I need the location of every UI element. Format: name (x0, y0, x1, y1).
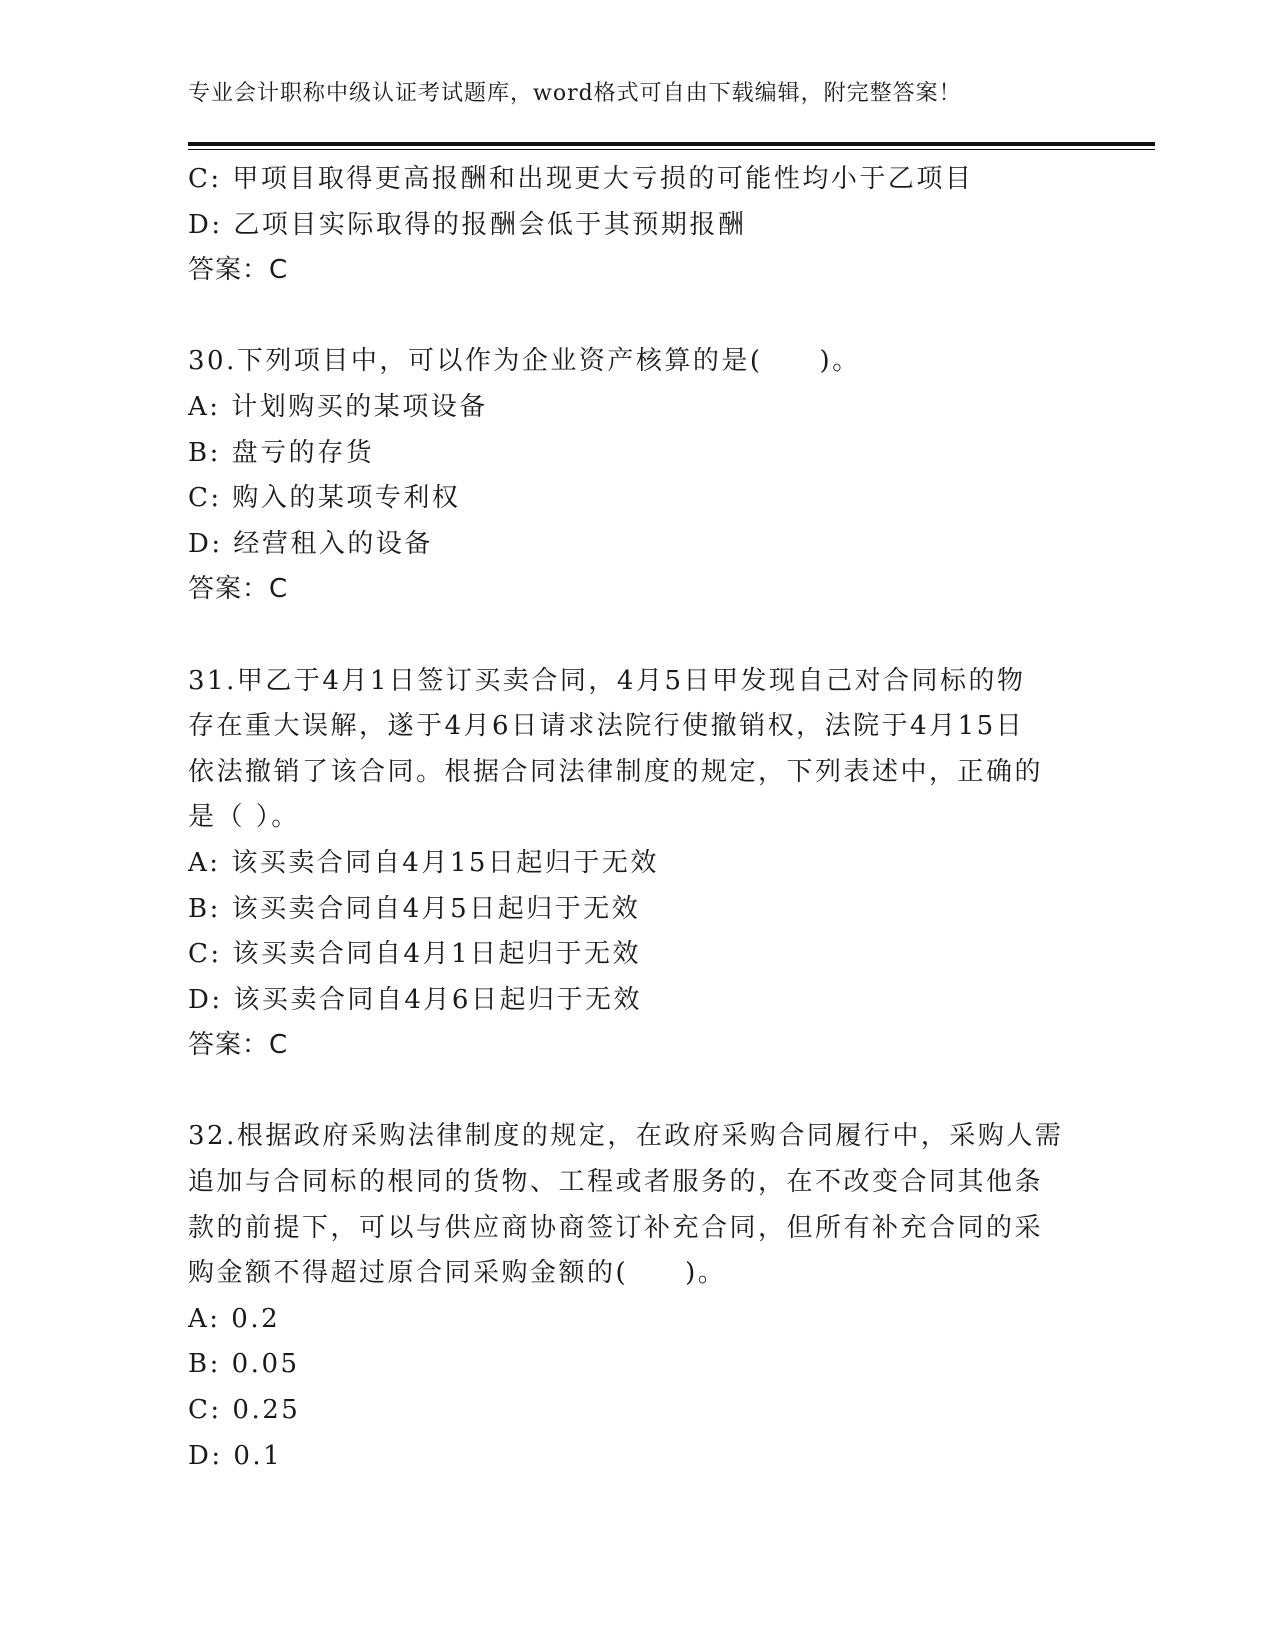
option-b: B: 该买卖合同自4月5日起归于无效 (188, 893, 641, 924)
question-31 (188, 659, 1088, 1069)
question-stem (188, 659, 1068, 841)
stem-line: 追加与合同标的根同的货物、工程或者服务的，在不改变合同其他条 (188, 1167, 1044, 1198)
answer: 答案：C (188, 255, 289, 286)
stem-line: 购金额不得超过原合同采购金额的( )。 (188, 1258, 727, 1289)
header-rule-thick (188, 142, 1155, 146)
option-c: C: 购入的某项专利权 (188, 483, 461, 514)
header-rule-thin (188, 149, 1155, 150)
spacer (188, 613, 1088, 659)
option-a: A: 该买卖合同自4月15日起归于无效 (188, 847, 659, 878)
stem-line: 款的前提下，可以与供应商协商签订补充合同，但所有补充合同的采 (188, 1212, 1044, 1243)
question-29 (188, 157, 1088, 294)
spacer (188, 1069, 1088, 1115)
option-c: C: 0.25 (188, 1395, 301, 1426)
answer: 答案：C (188, 574, 289, 605)
question-stem: 30.下列项目中，可以作为企业资产核算的是( )。 (188, 346, 861, 377)
option-d: D: 该买卖合同自4月6日起归于无效 (188, 984, 642, 1015)
answer: 答案：C (188, 1030, 289, 1061)
option-c: C: 甲项目取得更高报酬和出现更大亏损的可能性均小于乙项目 (188, 164, 974, 194)
question-stem (188, 1114, 1068, 1296)
spacer (188, 294, 1088, 340)
stem-line: 31.甲乙于4月1日签订买卖合同，4月5日甲发现自己对合同标的物 (188, 665, 1026, 696)
question-30 (188, 339, 1088, 613)
stem-line: 依法撤销了该合同。根据合同法律制度的规定，下列表述中，正确的 (188, 756, 1044, 787)
stem-line: 是（ ）。 (188, 802, 300, 833)
question-content (188, 157, 1088, 1479)
option-a: A: 0.2 (188, 1303, 281, 1334)
option-b: B: 0.05 (188, 1349, 300, 1380)
option-d: D: 0.1 (188, 1440, 283, 1471)
stem-line: 32.根据政府采购法律制度的规定，在政府采购合同履行中，采购人需 (188, 1121, 1064, 1152)
stem-line: 存在重大误解，遂于4月6日请求法院行使撤销权，法院于4月15日 (188, 711, 1025, 742)
page-header: 专业会计职称中级认证考试题库，word格式可自由下载编辑，附完整答案！ (188, 81, 962, 106)
option-c: C: 该买卖合同自4月1日起归于无效 (188, 939, 642, 970)
question-32 (188, 1114, 1088, 1479)
option-b: B: 盘亏的存货 (188, 437, 375, 468)
option-d: D: 乙项目实际取得的报酬会低于其预期报酬 (188, 209, 747, 240)
option-d: D: 经营租入的设备 (188, 528, 433, 559)
option-a: A: 计划购买的某项设备 (188, 391, 488, 422)
